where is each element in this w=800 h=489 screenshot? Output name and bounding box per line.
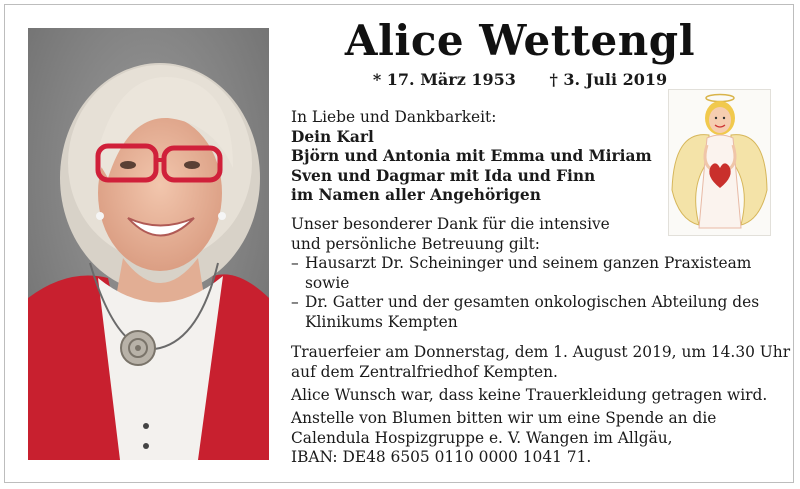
thanks-list-item <box>291 293 759 332</box>
birth-date: * 17. März 1953 <box>372 70 516 89</box>
list-dash: – <box>291 254 299 273</box>
thanks-list-item <box>291 254 759 293</box>
intro-line: In Liebe und Dankbarkeit: <box>291 108 497 126</box>
life-dates <box>290 70 750 89</box>
family-line: Sven und Dagmar mit Ida und Finn <box>291 166 596 185</box>
donation-iban: IBAN: DE48 6505 0110 0000 1041 71. <box>291 448 592 467</box>
funeral-line: Trauerfeier am Donnerstag, dem 1. August 2019, um 14.30 Uhr <box>291 343 791 361</box>
thanks-section <box>291 215 759 333</box>
funeral-section <box>291 343 790 382</box>
family-section <box>291 108 652 206</box>
donation-line: Calendula Hospizgruppe e. V. Wangen im Allgäu, <box>291 428 673 447</box>
thanks-intro-line: Unser besonderer Dank für die intensive <box>291 215 610 233</box>
list-item-line: Hausarzt Dr. Scheininger und seinem ganzen Praxisteam <box>305 254 752 273</box>
thanks-intro-line: und persönliche Betreuung gilt: <box>291 234 540 253</box>
family-line: Dein Karl <box>291 127 374 146</box>
list-item-line: Dr. Gatter und der gesamten onkologischen Abteilung des <box>305 293 760 312</box>
donation-line: Anstelle von Blumen bitten wir um eine Spende an die <box>291 409 717 427</box>
wish-line: Alice Wunsch war, dass keine Trauerkleidung getragen wird. <box>291 386 768 404</box>
family-line: im Namen aller Angehörigen <box>291 186 541 205</box>
funeral-line: auf dem Zentralfriedhof Kempten. <box>291 362 558 381</box>
angel-illustration <box>669 90 770 235</box>
list-dash: – <box>291 293 299 312</box>
portrait-illustration <box>28 28 269 460</box>
donation-section <box>291 409 716 468</box>
list-item-line: Klinikums Kempten <box>305 312 458 331</box>
death-date: † 3. Juli 2019 <box>549 70 668 89</box>
family-line: Björn und Antonia mit Emma und Miriam <box>291 147 652 166</box>
portrait-photo <box>28 28 269 460</box>
deceased-name: Alice Wettengl <box>344 16 696 65</box>
wish-section <box>291 386 767 406</box>
list-item-line: sowie <box>305 273 350 292</box>
angel-drawing <box>668 89 771 236</box>
